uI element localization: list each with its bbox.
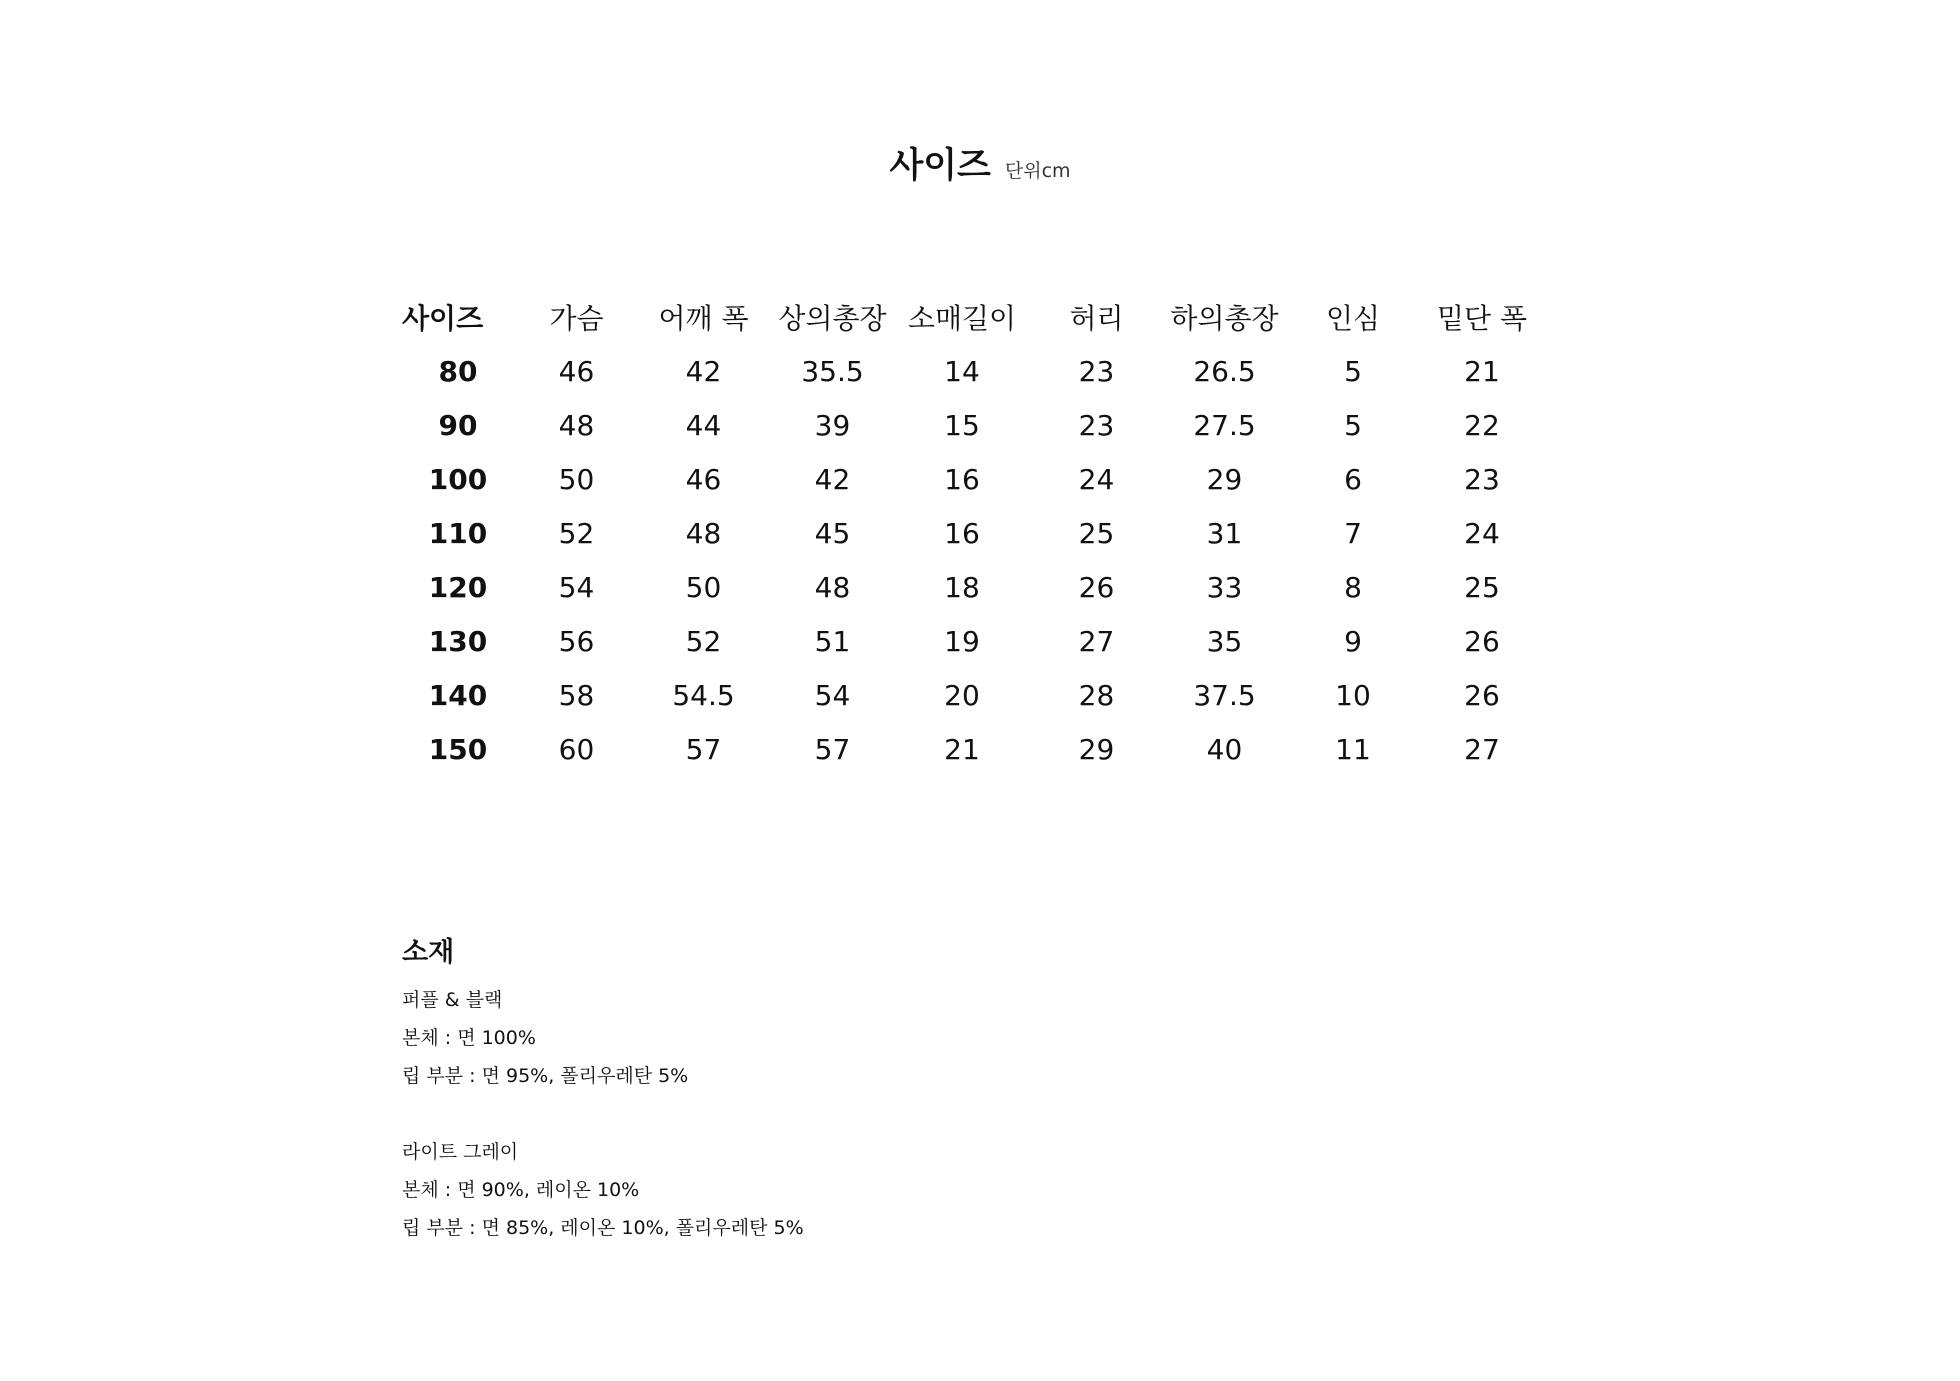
measurement-cell: 58 <box>558 678 595 712</box>
table-row <box>402 560 1541 614</box>
measurement-cell: 28 <box>1078 678 1115 712</box>
header-waist: 허리 <box>1069 302 1124 335</box>
material-section <box>402 935 804 1285</box>
page-title: 사이즈 <box>889 146 991 186</box>
size-cell: 90 <box>438 408 478 442</box>
measurement-cell: 23 <box>1078 408 1115 442</box>
size-table <box>402 290 1541 776</box>
header-size: 사이즈 <box>402 302 484 335</box>
measurement-cell: 42 <box>814 462 851 496</box>
table-row <box>402 614 1541 668</box>
measurement-cell: 31 <box>1206 516 1243 550</box>
size-cell: 150 <box>428 732 488 766</box>
header-top-length: 상의총장 <box>778 302 887 335</box>
measurement-cell: 50 <box>558 462 595 496</box>
measurement-cell: 29 <box>1206 462 1243 496</box>
measurement-cell: 27 <box>1078 624 1115 658</box>
header-shoulder: 어깨 폭 <box>658 302 749 335</box>
measurement-cell: 46 <box>685 462 722 496</box>
measurement-cell: 50 <box>685 570 722 604</box>
measurement-cell: 24 <box>1464 516 1500 550</box>
measurement-cell: 15 <box>944 408 980 442</box>
measurement-cell: 26 <box>1078 570 1115 604</box>
measurement-cell: 48 <box>814 570 851 604</box>
measurement-cell: 33 <box>1206 570 1243 604</box>
measurement-cell: 40 <box>1206 732 1243 766</box>
measurement-cell: 18 <box>944 570 980 604</box>
measurement-cell: 23 <box>1078 354 1115 388</box>
measurement-cell: 54 <box>558 570 595 604</box>
table-row <box>402 344 1541 398</box>
measurement-cell: 52 <box>558 516 595 550</box>
measurement-cell: 37.5 <box>1193 678 1256 712</box>
header-hem-width: 밑단 폭 <box>1436 302 1528 335</box>
measurement-cell: 20 <box>944 678 980 712</box>
size-cell: 120 <box>428 570 488 604</box>
header-chest: 가슴 <box>549 302 604 335</box>
measurement-cell: 42 <box>685 354 722 388</box>
measurement-cell: 45 <box>814 516 851 550</box>
material-line: 본체 : 면 90%, 레이온 10% <box>402 1179 640 1201</box>
measurement-cell: 16 <box>944 462 980 496</box>
material-color-name: 퍼플 & 블랙 <box>402 989 503 1011</box>
size-cell: 80 <box>438 354 478 388</box>
material-line: 립 부분 : 면 85%, 레이온 10%, 폴리우레탄 5% <box>402 1217 804 1239</box>
material-line: 립 부분 : 면 95%, 폴리우레탄 5% <box>402 1065 689 1087</box>
material-group <box>402 981 804 1095</box>
measurement-cell: 22 <box>1464 408 1500 442</box>
measurement-cell: 14 <box>944 354 980 388</box>
measurement-cell: 44 <box>685 408 722 442</box>
header-sleeve-length: 소매길이 <box>907 302 1017 335</box>
measurement-cell: 56 <box>558 624 595 658</box>
measurement-cell: 26 <box>1464 624 1500 658</box>
header-bottom-length: 하의총장 <box>1170 302 1279 335</box>
table-row <box>402 506 1541 560</box>
measurement-cell: 11 <box>1335 732 1371 766</box>
material-group <box>402 1133 804 1247</box>
measurement-cell: 5 <box>1344 408 1362 442</box>
measurement-cell: 27 <box>1464 732 1500 766</box>
measurement-cell: 24 <box>1078 462 1115 496</box>
measurement-cell: 51 <box>814 624 851 658</box>
unit-label: 단위cm <box>1004 160 1071 182</box>
measurement-cell: 48 <box>558 408 595 442</box>
measurement-cell: 16 <box>944 516 980 550</box>
measurement-cell: 26.5 <box>1193 354 1256 388</box>
measurement-cell: 6 <box>1344 462 1362 496</box>
measurement-cell: 21 <box>1464 354 1500 388</box>
measurement-cell: 54.5 <box>672 678 735 712</box>
measurement-cell: 26 <box>1464 678 1500 712</box>
size-cell: 110 <box>428 516 488 550</box>
measurement-cell: 25 <box>1078 516 1115 550</box>
table-row <box>402 452 1541 506</box>
material-color-name: 라이트 그레이 <box>402 1141 519 1163</box>
measurement-cell: 52 <box>685 624 722 658</box>
table-row <box>402 398 1541 452</box>
measurement-cell: 9 <box>1344 624 1362 658</box>
measurement-cell: 23 <box>1464 462 1500 496</box>
size-cell: 130 <box>428 624 488 658</box>
measurement-cell: 54 <box>814 678 851 712</box>
table-row <box>402 722 1541 776</box>
measurement-cell: 25 <box>1464 570 1500 604</box>
title-row <box>0 138 1960 188</box>
measurement-cell: 60 <box>558 732 595 766</box>
material-heading: 소재 <box>402 937 455 968</box>
size-cell: 140 <box>428 678 488 712</box>
measurement-cell: 57 <box>685 732 722 766</box>
measurement-cell: 19 <box>944 624 980 658</box>
measurement-cell: 21 <box>944 732 980 766</box>
measurement-cell: 7 <box>1344 516 1362 550</box>
measurement-cell: 29 <box>1078 732 1115 766</box>
table-header-row <box>402 290 1541 344</box>
measurement-cell: 57 <box>814 732 851 766</box>
measurement-cell: 5 <box>1344 354 1362 388</box>
measurement-cell: 8 <box>1344 570 1362 604</box>
header-inseam: 인심 <box>1325 302 1381 335</box>
measurement-cell: 10 <box>1335 678 1371 712</box>
measurement-cell: 46 <box>558 354 595 388</box>
measurement-cell: 39 <box>814 408 851 442</box>
measurement-cell: 35 <box>1206 624 1243 658</box>
material-line: 본체 : 면 100% <box>402 1027 536 1049</box>
table-row <box>402 668 1541 722</box>
measurement-cell: 35.5 <box>801 354 864 388</box>
size-cell: 100 <box>428 462 488 496</box>
measurement-cell: 27.5 <box>1193 408 1256 442</box>
measurement-cell: 48 <box>685 516 722 550</box>
